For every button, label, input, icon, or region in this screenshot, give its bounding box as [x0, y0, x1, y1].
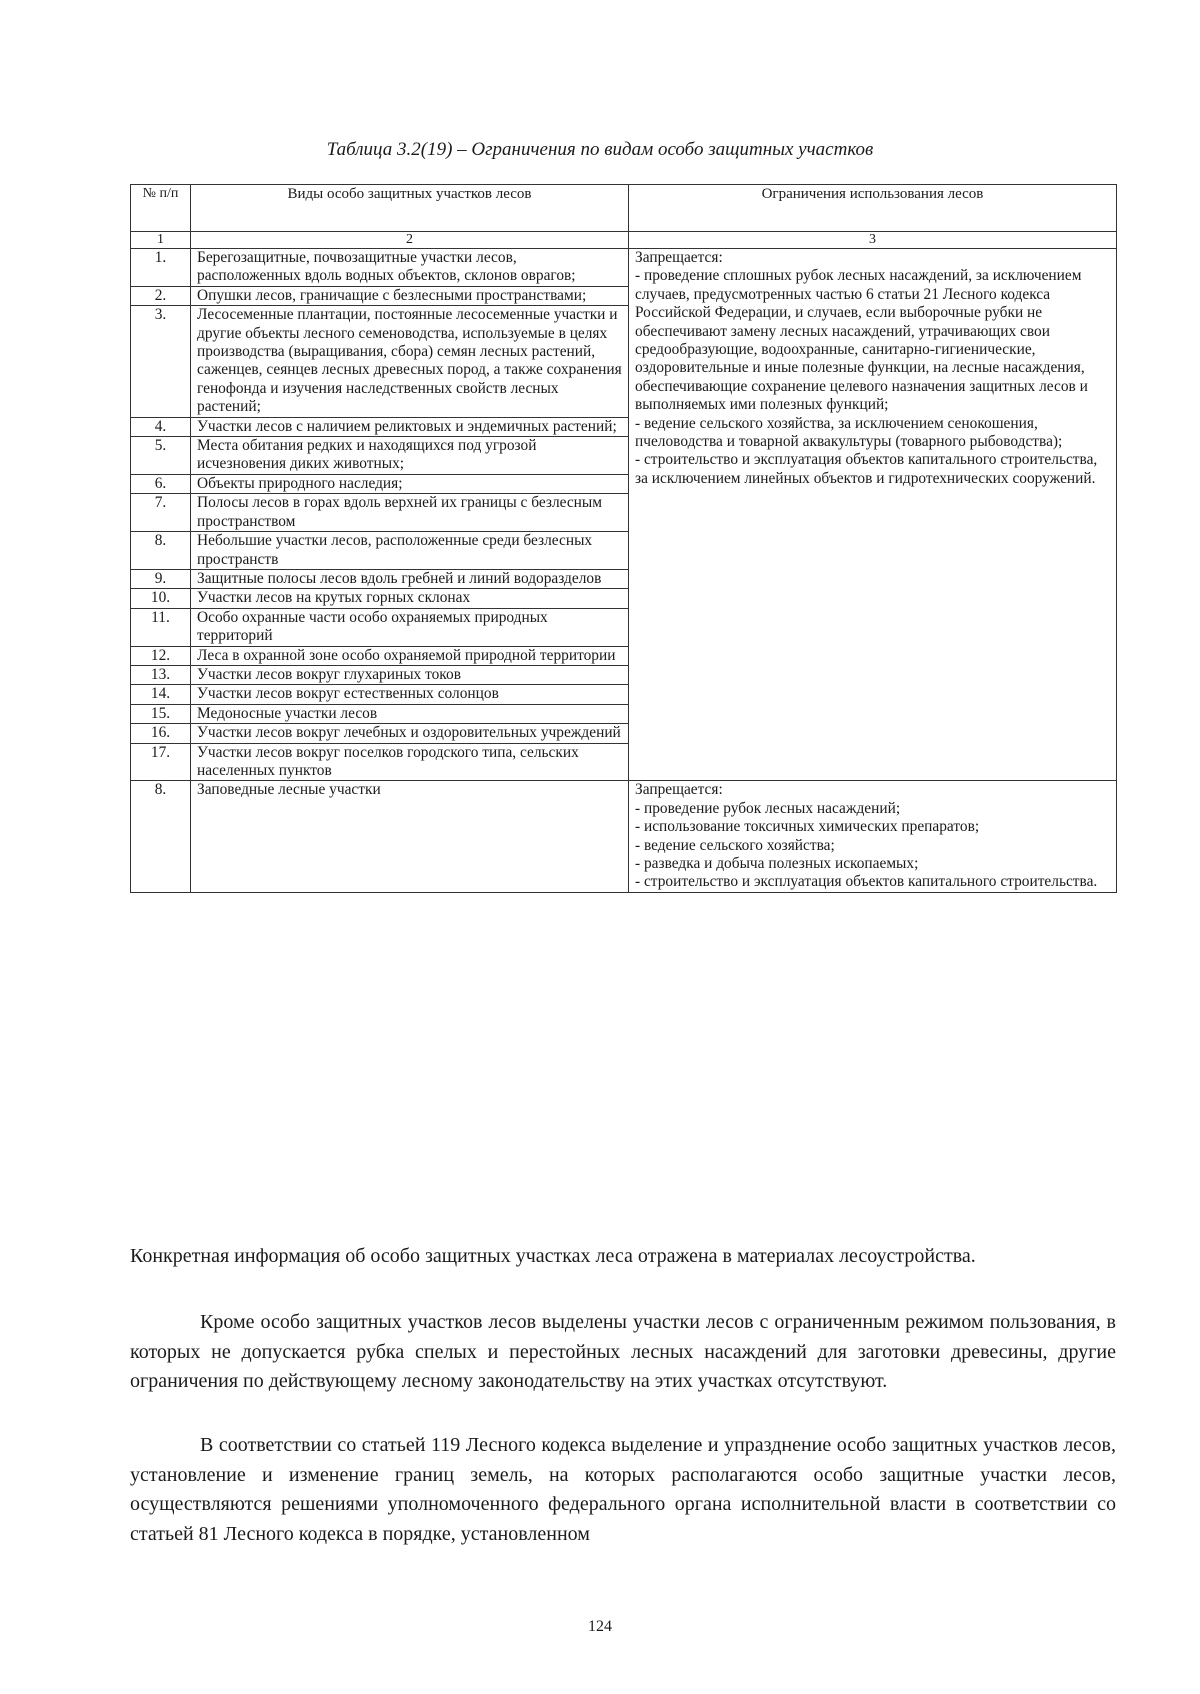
- column-number-3: 3: [629, 232, 1117, 249]
- restrictions-table: [130, 184, 1117, 893]
- row-type: Участки лесов с наличием реликтовых и эндемичных растений;: [191, 417, 629, 436]
- header-number: № п/п: [131, 185, 191, 232]
- row-number: 2.: [131, 286, 191, 305]
- row-type: Берегозащитные, почвозащитные участки лесов, расположенных вдоль водных объектов, склонов оврагов;: [191, 249, 629, 287]
- table-row: [131, 781, 1117, 892]
- row-type: Медоносные участки лесов: [191, 704, 629, 723]
- row-type: Места обитания редких и находящихся под угрозой исчезновения диких животных;: [191, 437, 629, 475]
- row-type: Особо охранные части особо охраняемых природных территорий: [191, 608, 629, 646]
- row-number: 13.: [131, 665, 191, 684]
- row-number: 8.: [131, 532, 191, 570]
- row-number: 1.: [131, 249, 191, 287]
- row-type: Участки лесов вокруг естественных солонцов: [191, 685, 629, 704]
- paragraph-2: Кроме особо защитных участков лесов выделены участки лесов с ограниченным режимом пользования, в которых не допускается рубка спелых и перестойных лесных насаждений для заготовки древесины, другие ограничения по действующему лесному законодательству на этих участках отсутствуют.: [130, 1311, 1116, 1392]
- row-number: 11.: [131, 608, 191, 646]
- header-type: Виды особо защитных участков лесов: [191, 185, 629, 232]
- row-number: 7.: [131, 494, 191, 532]
- row-number: 4.: [131, 417, 191, 436]
- row-number: 12.: [131, 646, 191, 665]
- table-row: [131, 249, 1117, 287]
- row-number: 6.: [131, 474, 191, 493]
- row-type: Защитные полосы лесов вдоль гребней и линий водоразделов: [191, 569, 629, 588]
- column-number-1: 1: [131, 232, 191, 249]
- restriction-text-reserve: Запрещается: - проведение рубок лесных насаждений; - использование токсичных химических препаратов; - ведение сельского хозяйства; - разведка и добыча полезных ископаемых; - строительство и эксплуатация объектов капитального строительства.: [629, 781, 1117, 892]
- row-number: 14.: [131, 685, 191, 704]
- table-caption: Таблица 3.2(19) – Ограничения по видам особо защитных участков: [326, 139, 874, 160]
- row-number: 9.: [131, 569, 191, 588]
- row-type: Участки лесов вокруг глухариных токов: [191, 665, 629, 684]
- row-type: Заповедные лесные участки: [191, 781, 629, 892]
- column-number-2: 2: [191, 232, 629, 249]
- row-type: Лесосеменные плантации, постоянные лесосеменные участки и другие объекты лесного семеноводства, используемые в целях производства (выращивания, сбора) семян лесных растений, саженцев, сеянцев лесных древесных пород, а также сохранения генофонда и изучения наследственных свойств лесных растений;: [191, 306, 629, 417]
- row-type: Участки лесов вокруг поселков городского типа, сельских населенных пунктов: [191, 743, 629, 781]
- row-number: 17.: [131, 743, 191, 781]
- row-number: 15.: [131, 704, 191, 723]
- row-type: Участки лесов вокруг лечебных и оздоровительных учреждений: [191, 724, 629, 743]
- header-restrictions: Ограничения использования лесов: [629, 185, 1117, 232]
- paragraph-3: В соответствии со статьей 119 Лесного кодекса выделение и упразднение особо защитных участков лесов, установление и изменение границ земель, на которых располагаются особо защитные участки лесов, осуществляются решениями уполномоченного федерального органа исполнительной власти в соответствии со статьей 81 Лесного кодекса в порядке, установленном: [130, 1434, 1116, 1545]
- row-number: 5.: [131, 437, 191, 475]
- row-type: Опушки лесов, граничащие с безлесными пространствами;: [191, 286, 629, 305]
- page-number: 124: [588, 1618, 612, 1635]
- row-number: 8.: [131, 781, 191, 892]
- row-type: Участки лесов на крутых горных склонах: [191, 589, 629, 608]
- row-number: 16.: [131, 724, 191, 743]
- row-type: Леса в охранной зоне особо охраняемой природной территории: [191, 646, 629, 665]
- row-type: Полосы лесов в горах вдоль верхней их границы с безлесным пространством: [191, 494, 629, 532]
- restriction-text: Запрещается: - проведение сплошных рубок лесных насаждений, за исключением случаев, предусмотренных частью 6 статьи 21 Лесного кодекса Российской Федерации, и случаев, если выборочные рубки не обеспечивают замену лесных насаждений, утрачивающих свои средообразующие, водоохранные, санитарно-гигиенические, оздоровительные и иные полезные функции, на лесные насаждения, обеспечивающие сохранение целевого назначения защитных лесов и выполняемых ими полезных функций; - ведение сельского хозяйства, за исключением сенокошения, пчеловодства и товарной аквакультуры (товарного рыбоводства); - строительство и эксплуатация объектов капитального строительства, за исключением линейных объектов и гидротехнических сооружений.: [629, 249, 1117, 781]
- row-number: 10.: [131, 589, 191, 608]
- row-number: 3.: [131, 306, 191, 417]
- paragraph-1: Конкретная информация об особо защитных участках леса отражена в материалах лесоустройства.: [130, 1245, 976, 1267]
- row-type: Небольшие участки лесов, расположенные среди безлесных пространств: [191, 532, 629, 570]
- row-type: Объекты природного наследия;: [191, 474, 629, 493]
